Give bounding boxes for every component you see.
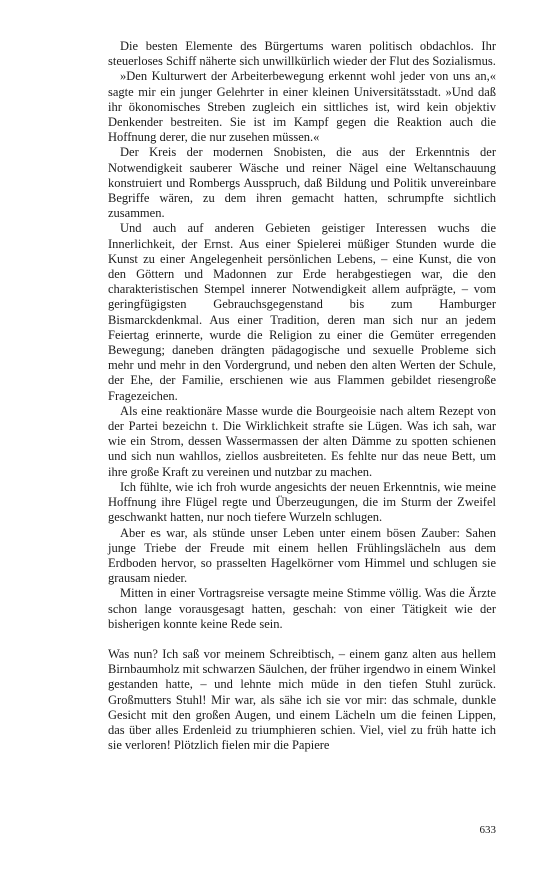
paragraph: Der Kreis der modernen Snobisten, die aus der Erkenntnis der Notwendigkeit sauberer Wäsche und reiner Nägel eine Weltanschauung konstruiert und Rombergs Ausspruch, daß Bildung und Politik unvereinbare Begriffe wären, zu dem ihren gemacht hatten, schrumpfte sichtlich zusammen. — [108, 145, 496, 221]
page-number: 633 — [479, 824, 496, 836]
paragraph: Als eine reaktionäre Masse wurde die Bourgeoisie nach altem Rezept von der Partei bezeichn t. Die Wirklichkeit strafte sie Lügen. Was ich sah, war wie ein Strom, dessen Wassermassen der alten Dämme zu spotten schienen und sich nun wahllos, ziellos ausbreiteten. Es fehlte nur das neue Bett, um ihre große Kraft zu vereinen und nutzbar zu machen. — [108, 403, 496, 479]
paragraph: Ich fühlte, wie ich froh wurde angesichts der neuen Erkenntnis, wie meine Hoffnung ihre Flügel regte und Überzeugungen, die im Sturm der Zweifel geschwankt hatten, nur noch tiefere Wurzeln schlugen. — [108, 479, 496, 525]
paragraph: Mitten in einer Vortragsreise versagte meine Stimme völlig. Was die Ärzte schon lange vorausgesagt hatten, geschah: von einer Tätigkeit wie der bisherigen konnte keine Rede sein. — [108, 586, 496, 631]
body-text — [108, 39, 496, 753]
paragraph: Aber es war, als stünde unser Leben unter einem bösen Zauber: Sahen junge Triebe der Freude mit einem hellen Frühlingslächeln aus dem Erdboden hervor, so prasselten Hagelkörner vom Himmel und schlugen sie grausam nieder. — [108, 525, 496, 586]
paragraph: Und auch auf anderen Gebieten geistiger Interessen wuchs die Innerlichkeit, der Ernst. Aus einer Spielerei müßiger Stunden wurde die Kunst zu einer Angelegenheit persönlichen Lebens, – eine Kunst, die von den Göttern und Madonnen zur Erde herabgestiegen war, die den charakteristischen Stempel innerer Notwendigkeit allem aufprägte, – vom geringfügigsten Gebrauchsgegenstand bis zum Hamburger Bismarckdenkmal. Aus einer Tradition, deren man sich nur an jedem Feiertag erinnerte, wurde die Religion zu einer die Gemüter erregenden Bewegung; daneben drängten pädagogische und sexuelle Probleme sich mehr und mehr in den Vordergrund, und neben den alten Werten der Schule, der Ehe, der Familie, erschienen wie aus Flammen gebildet riesengroße Fragezeichen. — [108, 221, 496, 403]
paragraph: Die besten Elemente des Bürgertums waren politisch obdachlos. Ihr steuerloses Schiff näherte sich unwillkürlich wieder der Flut des Sozialismus. — [108, 39, 496, 69]
paragraph: »Den Kulturwert der Arbeiterbewegung erkennt wohl jeder von uns an,« sagte mir ein junger Gelehrter in einer kleinen Universitätsstadt. »Und daß ihr ökonomisches Streben zugleich ein sittliches ist, wird kein objektiv Denkender bestreiten. Sie ist im Kampf gegen die Reaktion auch die Hoffnung derer, die nur zusehen müssen.« — [108, 69, 496, 145]
paragraph: Was nun? Ich saß vor meinem Schreibtisch, – einem ganz alten aus hellem Birnbaumholz mit schwarzen Säulchen, der früher irgendwo in einem Winkel gestanden hatte, – und lehnte mich müde in den tiefen Stuhl zurück. Großmutters Stuhl! Mir war, als sähe ich sie vor mir: das schmale, dunkle Gesicht mit den großen Augen, und einem Lächeln um die feinen Lippen, das über alles Erdenleid zu triumphieren schien. Viel, viel zu früh hatte ich sie verloren! Plötzlich fielen mir die Papiere — [108, 646, 496, 753]
section-break — [108, 632, 496, 647]
